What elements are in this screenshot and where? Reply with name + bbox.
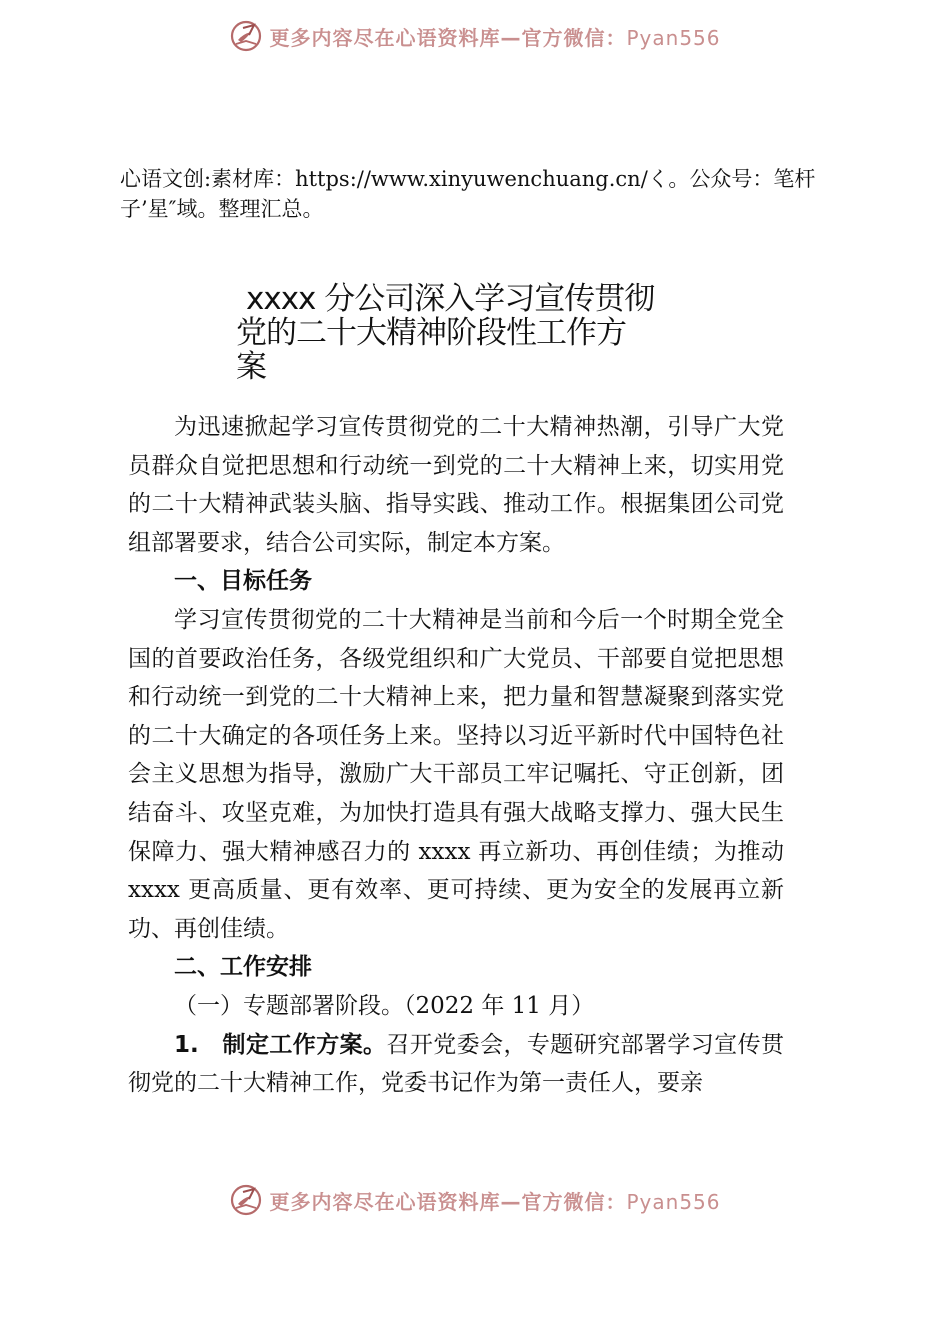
item-text: 召开党委会，专题研究部署学习宣传贯彻党的二十大精神工作，党委书记作为第一责任人，要亲: [128, 1031, 784, 1097]
book-quill-logo-icon: [229, 19, 263, 53]
intro-paragraph: 为迅速掀起学习宣传贯彻党的二十大精神热潮，引导广大党员群众自觉把思想和行动统一到党的二十大精神上来，切实用党的二十大精神武装头脑、指导实践、推动工作。根据集团公司党组部署要求，结合公司实际，制定本方案。: [128, 414, 784, 556]
banner-wechat-id: Pyan556: [626, 1189, 721, 1214]
title-line-2: 党的二十大精神阶段性工作方: [236, 315, 626, 351]
banner-text: [269, 1186, 720, 1215]
title-line-1: xxxx 分公司深入学习宣传贯彻: [246, 281, 655, 317]
source-line: 心语文创:素材库：https://www.xinyuwenchuang.cn/く。公众号：笔杆子’星″域。整理汇总。: [120, 167, 816, 221]
banner-wechat-id: Pyan556: [626, 25, 721, 50]
section-heading-goals: 一、目标任务: [174, 568, 312, 595]
document-body: [128, 408, 784, 1103]
title-line-3: 案: [236, 349, 266, 385]
banner-text: [269, 22, 720, 51]
banner-label: 更多内容尽在心语资料库—官方微信：: [269, 25, 627, 50]
header-banner: [0, 16, 950, 56]
book-quill-logo-icon: [229, 1183, 263, 1217]
banner-label: 更多内容尽在心语资料库—官方微信：: [269, 1189, 627, 1214]
footer-banner: [0, 1180, 950, 1220]
phase-heading: （一）专题部署阶段。（2022 年 11 月）: [174, 992, 595, 1019]
goals-paragraph: 学习宣传贯彻党的二十大精神是当前和今后一个时期全党全国的首要政治任务，各级党组织和广大党员、干部要自觉把思想和行动统一到党的二十大精神上来，把力量和智慧凝聚到落实党的二十大确定的各项任务上来。坚持以习近平新时代中国特色社会主义思想为指导，激励广大干部员工牢记嘱托、守正创新，团结奋斗、攻坚克难，为加快打造具有强大战略支撑力、强大民生保障力、强大精神感召力的 xxxx 再立新功、再创佳绩；为推动 xxxx 更高质量、更有效率、更可持续、更为安全的发展再立新功、再创佳绩。: [128, 606, 784, 942]
item-paragraph: [128, 1026, 784, 1103]
document-title: [236, 282, 736, 384]
section-heading-arrangement: 二、工作安排: [174, 954, 312, 981]
item-heading: 1. 制定工作方案。: [174, 1031, 387, 1058]
